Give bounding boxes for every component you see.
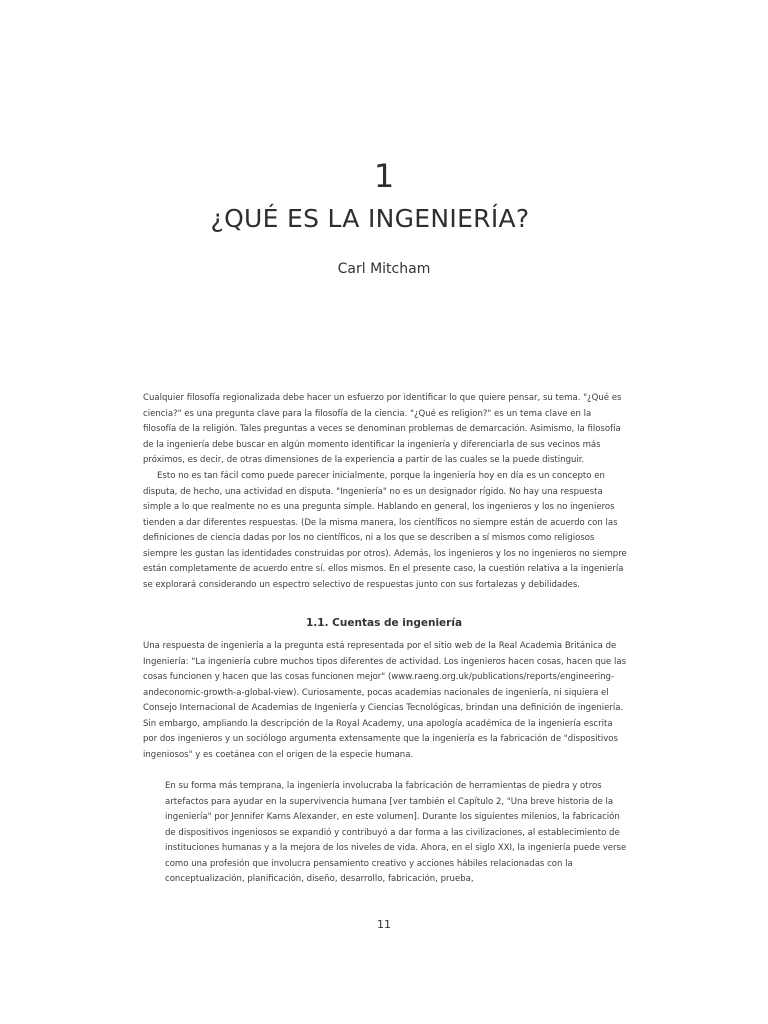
chapter-title: ¿QUÉ ES LA INGENIERÍA? — [210, 204, 530, 233]
chapter-number: 1 — [373, 157, 395, 195]
section-paragraph: Una respuesta de ingeniería a la pregunta está representada por el sitio web de la Real Academia Británica de Ingeniería: "La ingeniería cubre muchos tipos diferentes de actividad. Los ingenieros hacen cosas, hacen que las cosas funcionen y hacen que las cosas funcionen mejor" (www.raeng.org.uk/publications/reports/engineering-andeconomic-growth-a-global-view). Curiosamente, pocas academias nacionales de ingeniería, ni siquiera el Consejo Internacional de Academias de Ingeniería y Ciencias Tecnológicas, brindan una definición de ingeniería. Sin embargo, ampliando la descripción de la Royal Academy, una apología académica de la ingeniería escrita por dos ingenieros y un sociólogo argumenta extensamente que la ingeniería es la fabricación de "dispositivos ingeniosos" y es coetánea con el origen de la especie humana. — [143, 641, 627, 760]
intro-paragraph-2: Esto no es tan fácil como puede parecer inicialmente, porque la ingeniería hoy en día es un concepto en disputa, de hecho, una actividad en disputa. "Ingeniería" no es un designador rígido. No hay una respuesta simple a lo que realmente no es una pregunta simple. Hablando en general, los ingenieros y los no ingenieros tienden a dar diferentes respuestas. (De la misma manera, los científicos no siempre están de acuerdo con las definiciones de ciencia dadas por los no científicos, ni a los que se describen a sí mismos como religiosos siempre les gustan las identidades construidas por otros). Además, los ingenieros y los no ingenieros no siempre están completamente de acuerdo entre sí. ellos mismos. En el presente caso, la cuestión relativa a la ingeniería se explorará considerando un espectro selectivo de respuestas junto con sus fortalezas y debilidades. — [143, 471, 627, 590]
section-heading: 1.1. Cuentas de ingeniería — [305, 617, 463, 629]
page-number: 11 — [377, 918, 391, 931]
chapter-author: Carl Mitcham — [337, 261, 431, 277]
intro-paragraph-1: Cualquier filosofía regionalizada debe hacer un esfuerzo por identificar lo que quiere pensar, su tema. "¿Qué es ciencia?" es una pregunta clave para la filosofía de la ciencia. "¿Qué es religion?" es un tema clave en la filosofía de la religión. Tales preguntas a veces se denominan problemas de demarcación. Asimismo, la filosofía de la ingeniería debe buscar en algún momento identificar la ingeniería y diferenciarla de sus vecinos más próximos, es decir, de otras dimensiones de la experiencia a partir de las cuales se la puede distinguir. — [143, 393, 622, 465]
block-quote: En su forma más temprana, la ingeniería involucraba la fabricación de herramientas de piedra y otros artefactos para ayudar en la supervivencia humana [ver también el Capítulo 2, "Una breve historia de la ingeniería" por Jennifer Karns Alexander, en este volumen]. Durante los siguientes milenios, la fabricación de dispositivos ingeniosos se expandió y contribuyó a dar forma a las civilizaciones, al establecimiento de instituciones humanas y a la mejora de los niveles de vida. Ahora, en el siglo XXI, la ingeniería puede verse como una profesión que involucra pensamiento creativo y acciones hábiles relacionadas con la conceptualización, planificación, diseño, desarrollo, fabricación, prueba, — [165, 781, 627, 884]
